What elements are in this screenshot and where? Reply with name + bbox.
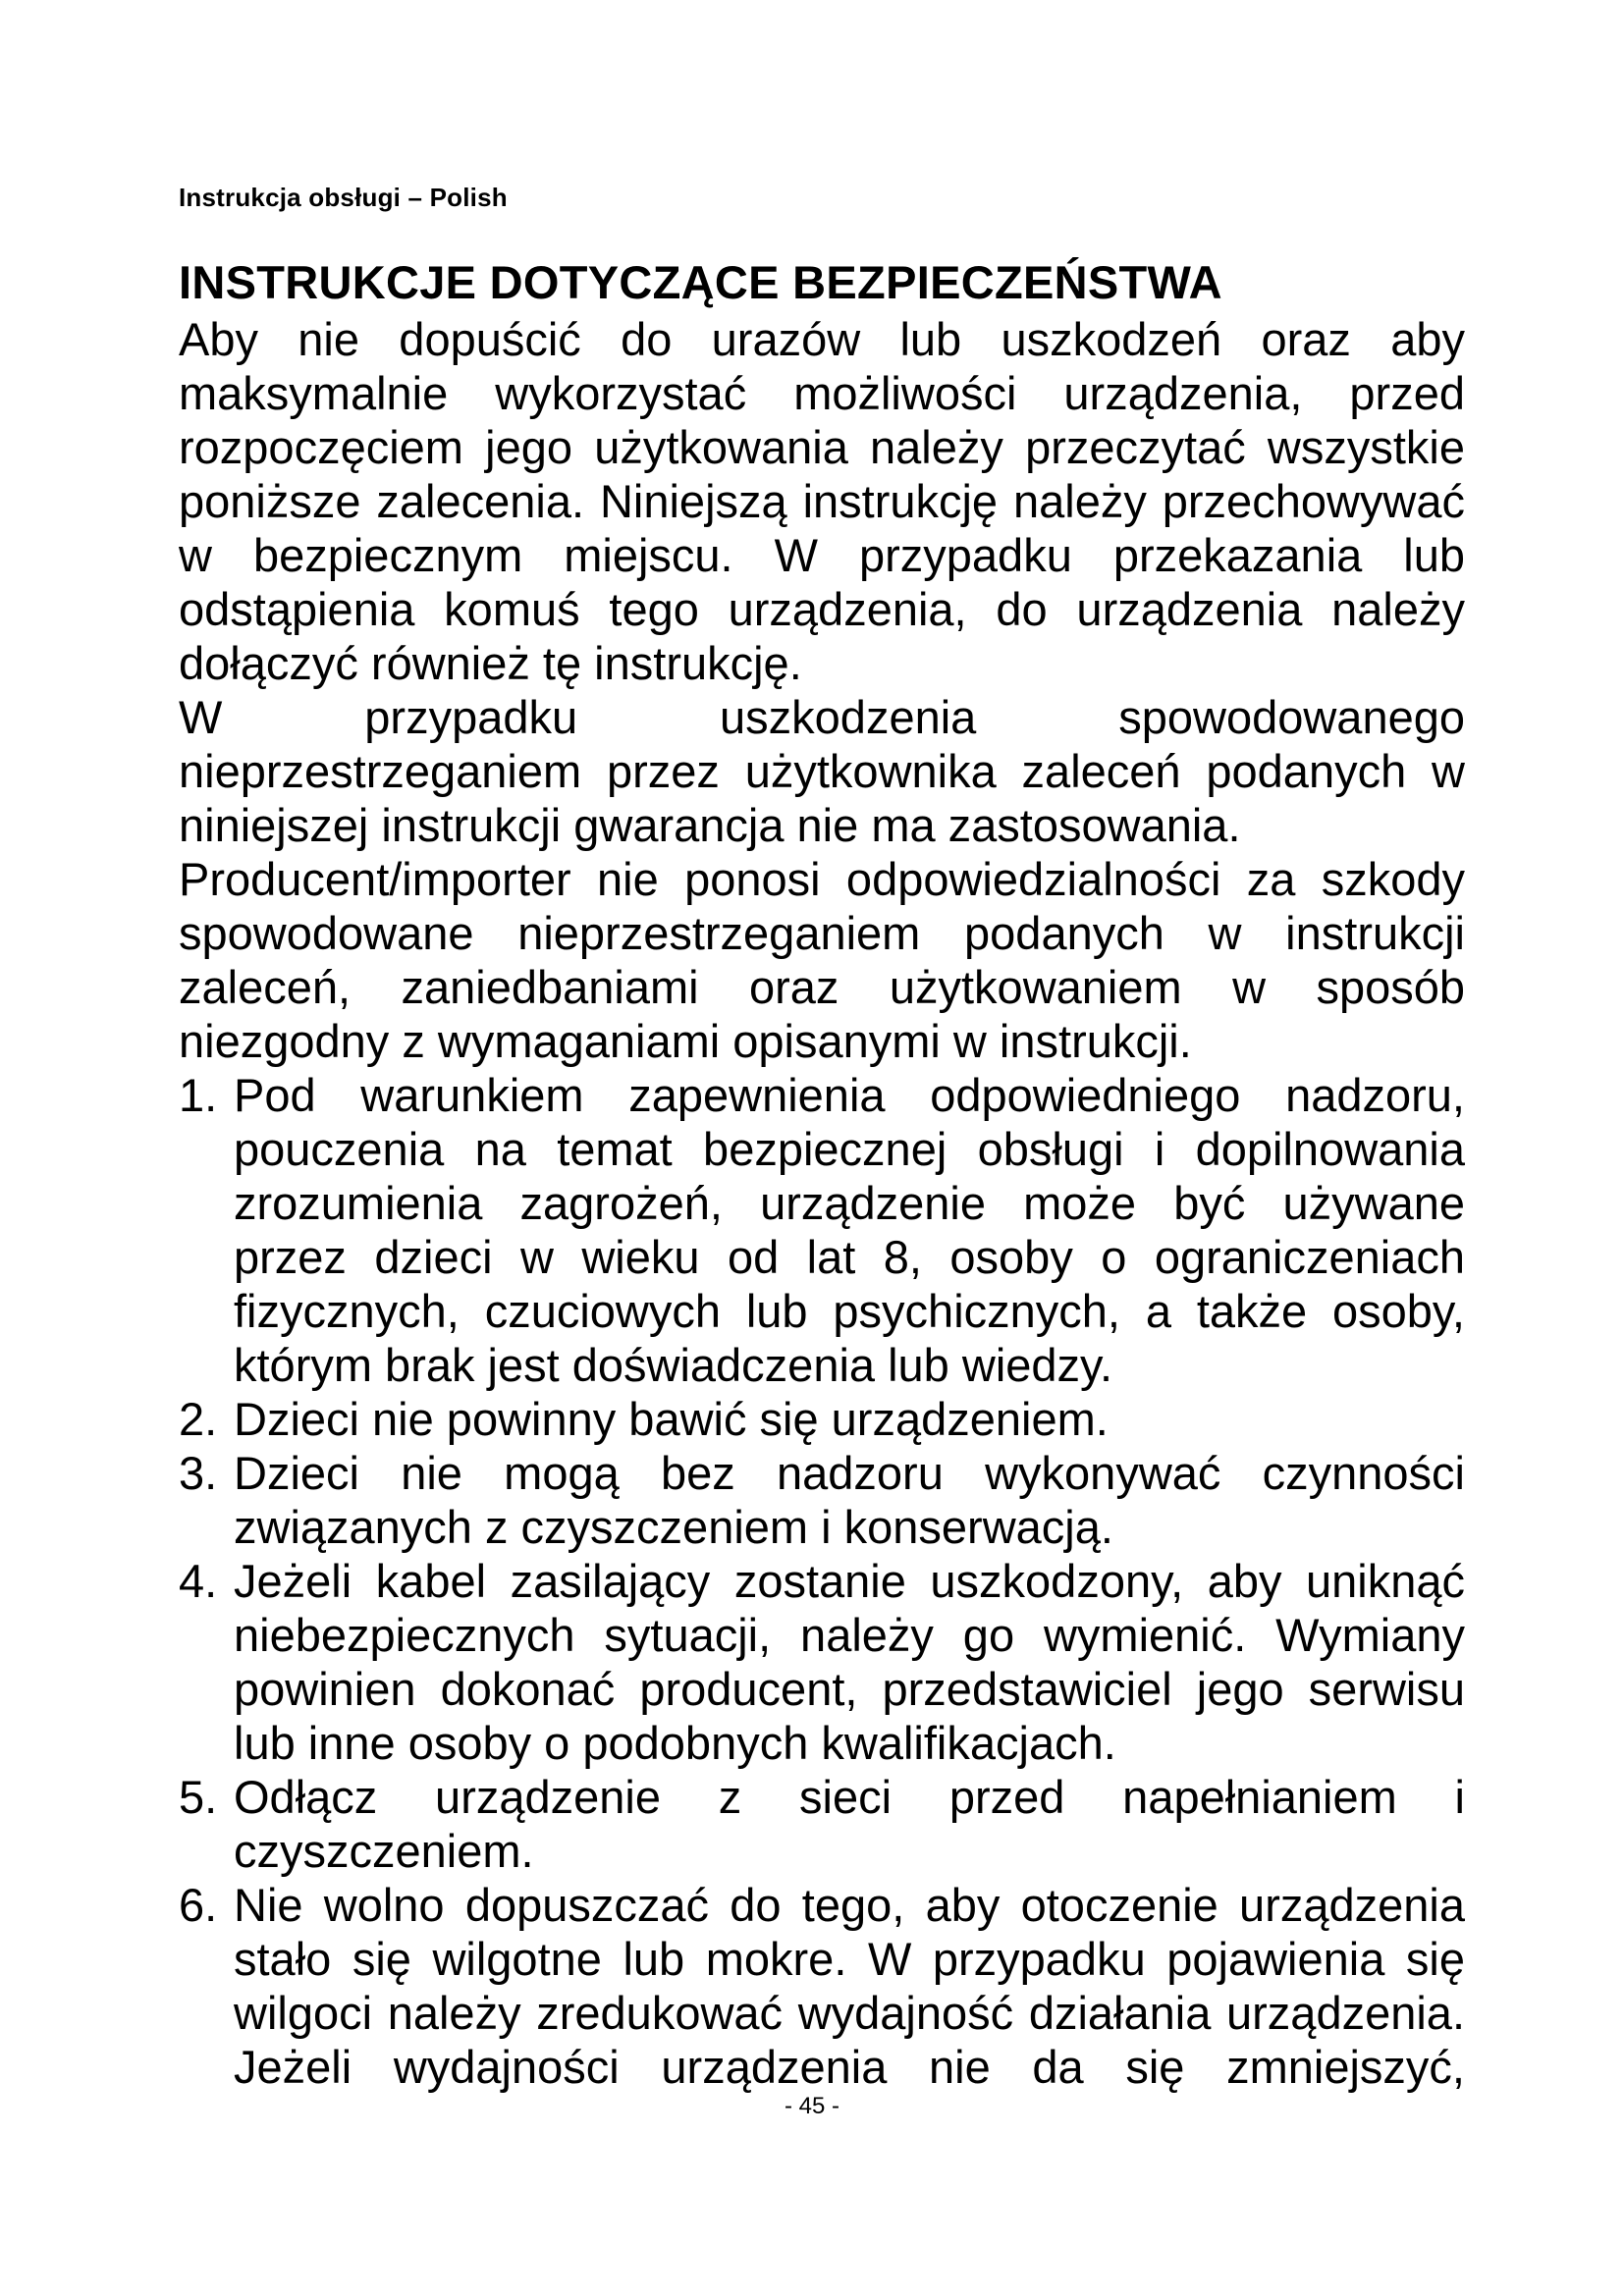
list-item-text: Nie wolno dopuszczać do tego, aby otoczenie urządzenia stało się wilgotne lub mokre. W przypadku pojawienia się wilgoci należy zredukować wydajność działania urządzenia. Jeżeli wydajności urządzenia nie da się zmniejszyć, bbox=[234, 1879, 1465, 2093]
liability-paragraph: Producent/importer nie ponosi odpowiedzialności za szkody spowodowane nieprzestrzeganiem podanych w instrukcji zaleceń, zaniedbaniami oraz użytkowaniem w sposób niezgodny z wymaganiami opisanymi w instrukcji. bbox=[179, 853, 1465, 1067]
list-item bbox=[179, 1446, 1465, 1554]
list-item-text: Dzieci nie powinny bawić się urządzeniem. bbox=[234, 1393, 1109, 1445]
safety-section bbox=[179, 255, 1465, 2094]
list-item bbox=[179, 1878, 1465, 2094]
list-item-text: Odłącz urządzenie z sieci przed napełnianiem i czyszczeniem. bbox=[234, 1771, 1465, 1877]
list-item bbox=[179, 1770, 1465, 1878]
list-item-text: Pod warunkiem zapewnienia odpowiedniego nadzoru, pouczenia na temat bezpiecznej obsługi i dopilnowania zrozumienia zagrożeń, urządzenie może być używane przez dzieci w wieku od lat 8, osoby o ograniczeniach fizycznych, czuciowych lub psychicznych, a także osoby, którym brak jest doświadczenia lub wiedzy. bbox=[234, 1069, 1465, 1391]
list-item-number: 2. bbox=[179, 1393, 218, 1445]
list-item-number: 1. bbox=[179, 1069, 218, 1121]
list-item bbox=[179, 1554, 1465, 1770]
list-item bbox=[179, 1392, 1465, 1446]
intro-paragraph: Aby nie dopuścić do urazów lub uszkodzeń oraz aby maksymalnie wykorzystać możliwości urządzenia, przed rozpoczęciem jego użytkowania należy przeczytać wszystkie poniższe zalecenia. Niniejszą instrukcję należy przechowywać w bezpiecznym miejscu. W przypadku przekazania lub odstąpienia komuś tego urządzenia, do urządzenia należy dołączyć również tę instrukcję. bbox=[179, 313, 1465, 689]
page-number: - 45 - bbox=[784, 2093, 839, 2119]
list-item bbox=[179, 1068, 1465, 1392]
warranty-paragraph: W przypadku uszkodzenia spowodowanego nieprzestrzeganiem przez użytkownika zaleceń podanych w niniejszej instrukcji gwarancja nie ma zastosowania. bbox=[179, 691, 1465, 851]
list-item-text: Dzieci nie mogą bez nadzoru wykonywać czynności związanych z czyszczeniem i konserwacją. bbox=[234, 1447, 1465, 1553]
list-item-number: 4. bbox=[179, 1555, 218, 1607]
list-item-text: Jeżeli kabel zasilający zostanie uszkodzony, aby uniknąć niebezpiecznych sytuacji, należy go wymienić. Wymiany powinien dokonać producent, przedstawiciel jego serwisu lub inne osoby o podobnych kwalifikacjach. bbox=[234, 1555, 1465, 1769]
list-item-number: 6. bbox=[179, 1879, 218, 1931]
list-item-number: 3. bbox=[179, 1447, 218, 1499]
section-title: INSTRUKCJE DOTYCZĄCE BEZPIECZEŃSTWA bbox=[179, 256, 1222, 308]
safety-list bbox=[179, 1068, 1465, 2094]
running-header: Instrukcja obsługi – Polish bbox=[179, 183, 508, 212]
list-item-number: 5. bbox=[179, 1771, 218, 1823]
